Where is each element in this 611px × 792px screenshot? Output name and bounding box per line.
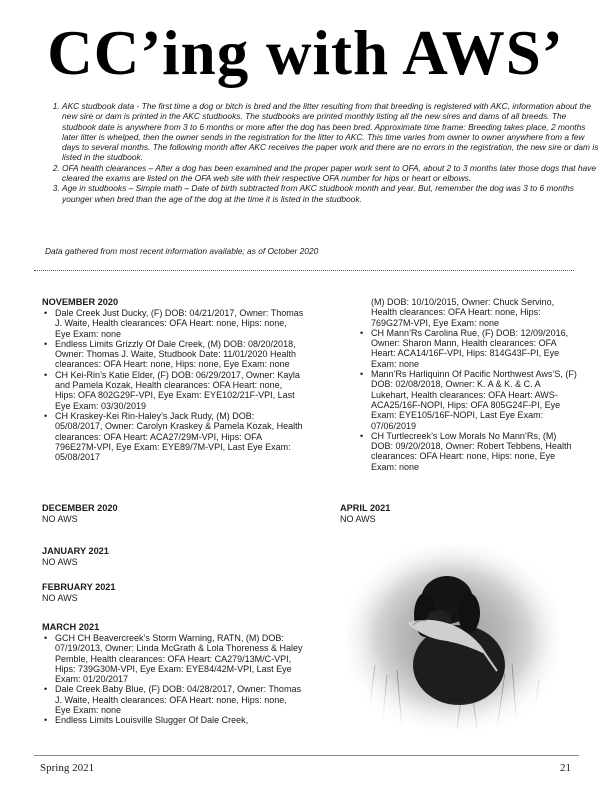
- entry-list: [358, 328, 578, 472]
- footer-issue: Spring 2021: [40, 762, 95, 774]
- section-heading: JANUARY 2021: [42, 546, 109, 556]
- no-aws-text: NO AWS: [42, 514, 78, 524]
- section-heading: APRIL 2021: [340, 503, 391, 513]
- list-item: • CH Mann’Rs Carolina Rue, (F) DOB: 12/09/2016, Owner: Sharon Mann, Health clearances: OFA Heart: ACA14/16F-VPI, Hips: 814G43F-PI, Eye Exam: none: [371, 328, 578, 369]
- section-heading: NOVEMBER 2020: [42, 297, 119, 307]
- section-january: [42, 546, 304, 567]
- dog-with-duck-photo: [347, 545, 559, 729]
- entry-list: [42, 308, 304, 462]
- list-item: • Dale Creek Baby Blue, (F) DOB: 04/28/2017, Owner: Thomas J. Waite, Health clearances: OFA Heart: none, Hips: none, Eye Exam: none: [55, 684, 304, 715]
- list-item-continued: (M) DOB: 10/10/2015, Owner: Chuck Servino, Health clearances: OFA Heart: none, Hips: 769G27M-VPI, Eye Exam: none: [371, 297, 555, 328]
- list-item: • CH Kei-Rin’s Katie Elder, (F) DOB: 06/29/2017, Owner: Kayla and Pamela Kozak, Health clearances: OFA Heart: none, Hips: OFA 802G29F-VPI, Eye Exam: EYE102/21F-VPI, Last Eye Exam: 03/30/2019: [55, 370, 304, 411]
- section-february: [42, 582, 304, 603]
- data-source-note: Data gathered from most recent information available; as of October 2020: [45, 246, 319, 256]
- section-december: [42, 503, 304, 524]
- page-number: 21: [560, 762, 571, 774]
- list-item: • CH Turtlecreek’s Low Morals No Mann’Rs, (M) DOB: 09/20/2018, Owner: Robert Tebbens, Health clearances: OFA Heart: none, Hips: none, Eye Exam: none: [371, 431, 578, 472]
- dotted-divider: [34, 270, 574, 271]
- note-item: 1. AKC studbook data - The first time a dog or bitch is bred and the litter resulting from that breeding is registered with AKC, information about the new sire or dam is printed in the AKC studbooks. The studbooks are printed monthly listing all the new sires and dams of all breeds. The studbook date is anywhere from 3 to 6 months or more after the dog has been bred. Approximate time frame: Breeding takes place, 2 months later litter is whelped, then the owner sends in the registration for the litter to AKC. This time varies from owner to owner anywhere from a few days to several months. The following month after AKC receives the paper work and there are no errors in the registration, the new sire or dam is listed in the studbook.: [62, 101, 602, 163]
- entry-list: [42, 633, 304, 726]
- list-item: • Endless Limits Louisville Slugger Of Dale Creek,: [55, 715, 304, 725]
- section-march-continued: [358, 297, 578, 472]
- no-aws-text: NO AWS: [340, 514, 376, 524]
- footer-rule: [34, 755, 579, 756]
- entry-list: [358, 297, 578, 328]
- section-march: [42, 622, 304, 726]
- list-item: • Dale Creek Just Ducky, (F) DOB: 04/21/2017, Owner: Thomas J. Waite, Health clearances: OFA Heart: none, Hips: none, Eye Exam: none: [55, 308, 304, 339]
- note-item: 3. Age in studbooks – Simple math – Date of birth subtracted from AKC studbook month and year. But, remember the dog was 3 to 6 months younger when bred than the age of the dog at the time it is listed in the studbook.: [62, 183, 602, 204]
- no-aws-text: NO AWS: [42, 557, 78, 567]
- list-item: • CH Kraskey-Kei Rin-Haley’s Jack Rudy, (M) DOB: 05/08/2017, Owner: Carolyn Kraskey & Pamela Kozak, Health clearances: OFA Heart: ACA27/29M-VPI, Hips: OFA 796E27M-VPI, Eye Exam: EYE89/7M-VPI, Last Eye Exam: 05/08/2017: [55, 411, 304, 462]
- list-item: • Mann’Rs Harliquinn Of Pacific Northwest Aws’S, (F) DOB: 02/08/2018, Owner: K. A & K. & C. A Lukehart, Health clearances: OFA Heart: AWS-ACA25/16F-NOPI, Hips: OFA 805G24F-PI, Eye Exam: EYE105/16F-NOPI, Last Eye Exam: 07/06/2019: [371, 369, 578, 431]
- notes-list: [45, 101, 602, 204]
- section-april: [340, 503, 570, 524]
- page-title: CC’ing with AWS’: [47, 18, 564, 88]
- note-item: 2. OFA health clearances – After a dog has been examined and the proper paper work sent to OFA, about 2 to 3 months later those dogs that have cleared the exams are listed on the OFA web site with their respective OFA number for hips or heart or elbows.: [62, 163, 602, 184]
- list-item: • Endless Limits Grizzly Of Dale Creek, (M) DOB: 08/20/2018, Owner: Thomas J. Waite, Studbook Date: 11/01/2020 Health clearances: OFA Heart: none, Hips: none, Eye Exam: none: [55, 339, 304, 370]
- section-heading: FEBRUARY 2021: [42, 582, 116, 592]
- section-november: [42, 297, 304, 462]
- no-aws-text: NO AWS: [42, 593, 78, 603]
- section-heading: DECEMBER 2020: [42, 503, 118, 513]
- section-heading: MARCH 2021: [42, 622, 100, 632]
- list-item: • GCH CH Beavercreek’s Storm Warning, RATN, (M) DOB: 07/19/2013, Owner: Linda McGrath & Lola Thoreness & Haley Pemble, Health clearances: OFA Heart: CA279/13M/C-VPI, Hips: 739G30M-VPI, Eye Exam: EYE84/42M-VPI, Last Eye Exam: 01/20/2017: [55, 633, 304, 684]
